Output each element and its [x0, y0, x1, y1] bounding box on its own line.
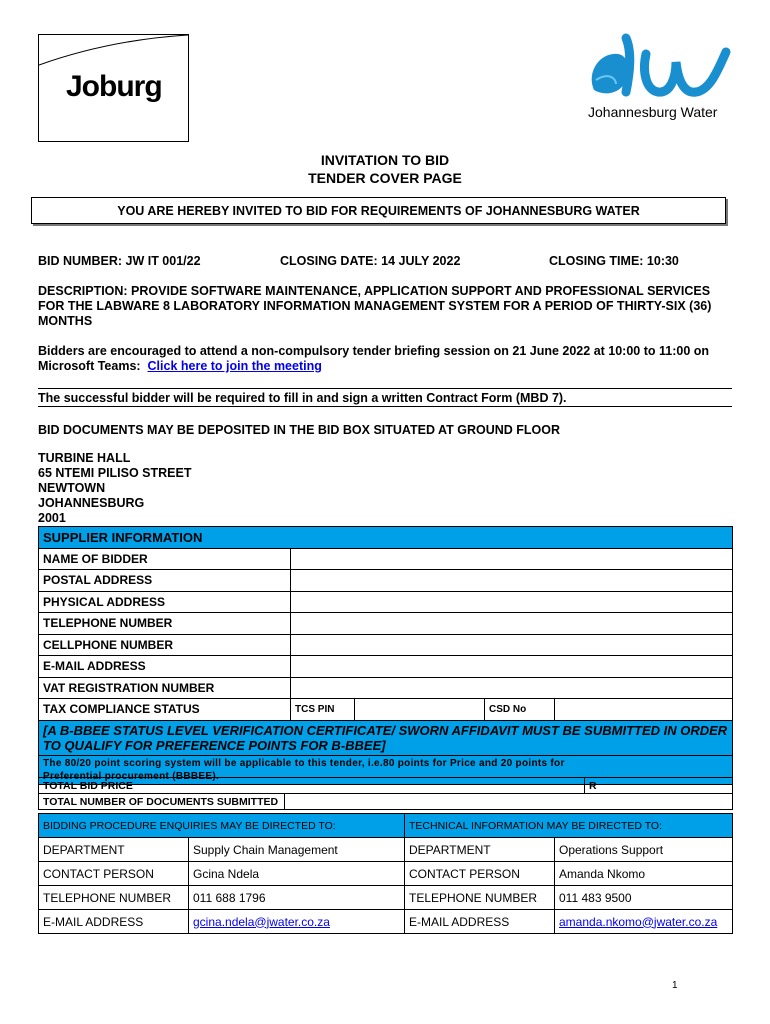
email-field[interactable] [291, 656, 733, 678]
points-line: Preferential procurement (BBBEE). [43, 770, 220, 782]
cellphone-field[interactable] [291, 634, 733, 656]
vat-number-field[interactable] [291, 677, 733, 699]
total-bid-price-field[interactable] [585, 778, 733, 794]
left-contact-heading: BIDDING PROCEDURE ENQUIRIES MAY BE DIRECTED TO: [39, 814, 405, 838]
contacts-table [38, 813, 733, 934]
csd-no-label: CSD No [485, 699, 555, 721]
row-label: VAT REGISTRATION NUMBER [39, 677, 291, 699]
right-email-link[interactable]: amanda.nkomo@jwater.co.za [559, 914, 718, 929]
briefing-note [38, 344, 738, 374]
total-bid-price-label: TOTAL BID PRICE [39, 778, 585, 794]
briefing-prefix: Microsoft Teams: [38, 359, 141, 373]
left-contact-person: Gcina Ndela [189, 862, 405, 886]
total-docs-label: TOTAL NUMBER OF DOCUMENTS SUBMITTED [39, 794, 285, 810]
row-label: CELLPHONE NUMBER [39, 634, 291, 656]
page-number: 1 [672, 980, 678, 991]
address-line: NEWTOWN [38, 481, 106, 495]
bbbee-line: [A B-BBEE STATUS LEVEL VERIFICATION CERTIFICATE/ SWORN AFFIDAVIT MUST BE SUBMITTED IN ORDER [43, 722, 728, 738]
briefing-line: Bidders are encouraged to attend a non-compulsory tender briefing session on 21 June 2022 at 10:00 to 11:00 on [38, 344, 710, 358]
row-label: TELEPHONE NUMBER [39, 613, 291, 635]
csd-no-field[interactable] [555, 699, 733, 721]
right-contact-person: Amanda Nkomo [555, 862, 733, 886]
page-subtitle: TENDER COVER PAGE [308, 170, 462, 186]
johannesburg-water-logo-icon [586, 32, 732, 104]
address-line: JOHANNESBURG [38, 496, 145, 510]
physical-address-field[interactable] [291, 591, 733, 613]
join-meeting-link[interactable]: Click here to join the meeting [147, 359, 322, 373]
left-department: Supply Chain Management [189, 838, 405, 862]
tcs-pin-field[interactable] [355, 699, 485, 721]
description-line: DESCRIPTION: PROVIDE SOFTWARE MAINTENANCE, APPLICATION SUPPORT AND PROFESSIONAL SERVICES [38, 284, 711, 298]
divider [38, 388, 732, 389]
description [38, 284, 738, 329]
left-email-link[interactable]: gcina.ndela@jwater.co.za [193, 914, 330, 929]
department-label: DEPARTMENT [39, 838, 189, 862]
deposit-note: BID DOCUMENTS MAY BE DEPOSITED IN THE BID BOX SITUATED AT GROUND FLOOR [38, 423, 561, 437]
contract-note: The successful bidder will be required to fill in and sign a written Contract Form (MBD 7). [38, 391, 567, 405]
telephone-label: TELEPHONE NUMBER [405, 886, 555, 910]
tcs-pin-label: TCS PIN [291, 699, 355, 721]
right-department: Operations Support [555, 838, 733, 862]
supplier-heading: SUPPLIER INFORMATION [39, 527, 733, 549]
closing-date: CLOSING DATE: 14 JULY 2022 [280, 254, 461, 268]
divider [38, 406, 732, 407]
email-label: E-MAIL ADDRESS [405, 910, 555, 934]
email-label: E-MAIL ADDRESS [39, 910, 189, 934]
row-label: NAME OF BIDDER [39, 548, 291, 570]
row-label: PHYSICAL ADDRESS [39, 591, 291, 613]
right-contact-heading: TECHNICAL INFORMATION MAY BE DIRECTED TO: [405, 814, 733, 838]
contact-person-label: CONTACT PERSON [405, 862, 555, 886]
row-label: POSTAL ADDRESS [39, 570, 291, 592]
address-line: 2001 [38, 511, 66, 525]
contact-person-label: CONTACT PERSON [39, 862, 189, 886]
telephone-label: TELEPHONE NUMBER [39, 886, 189, 910]
bbbee-line: TO QUALIFY FOR PREFERENCE POINTS FOR B-BBEE] [43, 737, 386, 753]
row-label: E-MAIL ADDRESS [39, 656, 291, 678]
page-title: INVITATION TO BID [320, 152, 450, 168]
right-telephone: 011 483 9500 [555, 886, 733, 910]
left-telephone: 011 688 1796 [189, 886, 405, 910]
description-line: MONTHS [38, 314, 93, 328]
points-line: The 80/20 point scoring system will be applicable to this tender, i.e.80 points for Price and 20 points for [43, 757, 565, 769]
postal-address-field[interactable] [291, 570, 733, 592]
address-line: 65 NTEMI PILISO STREET [38, 466, 192, 480]
bbbee-notice [39, 720, 733, 755]
department-label: DEPARTMENT [405, 838, 555, 862]
invite-banner: YOU ARE HEREBY INVITED TO BID FOR REQUIREMENTS OF JOHANNESBURG WATER [31, 197, 726, 224]
name-of-bidder-field[interactable] [291, 548, 733, 570]
johannesburg-water-logo-name: Johannesburg Water [588, 104, 718, 120]
tax-status-label: TAX COMPLIANCE STATUS [39, 699, 291, 721]
address-block [38, 451, 192, 526]
currency-symbol: R [589, 779, 597, 792]
totals-table [38, 777, 733, 810]
closing-time: CLOSING TIME: 10:30 [549, 254, 679, 268]
total-docs-field[interactable] [285, 794, 733, 810]
telephone-field[interactable] [291, 613, 733, 635]
description-line: FOR THE LABWARE 8 LABORATORY INFORMATION MANAGEMENT SYSTEM FOR A PERIOD OF THIRTY-SIX (36) [38, 299, 712, 313]
address-line: TURBINE HALL [38, 451, 131, 465]
bid-number: BID NUMBER: JW IT 001/22 [38, 254, 201, 268]
joburg-logo-text: Joburg [66, 70, 162, 103]
briefing-line [38, 359, 738, 374]
supplier-info-table [38, 526, 733, 785]
